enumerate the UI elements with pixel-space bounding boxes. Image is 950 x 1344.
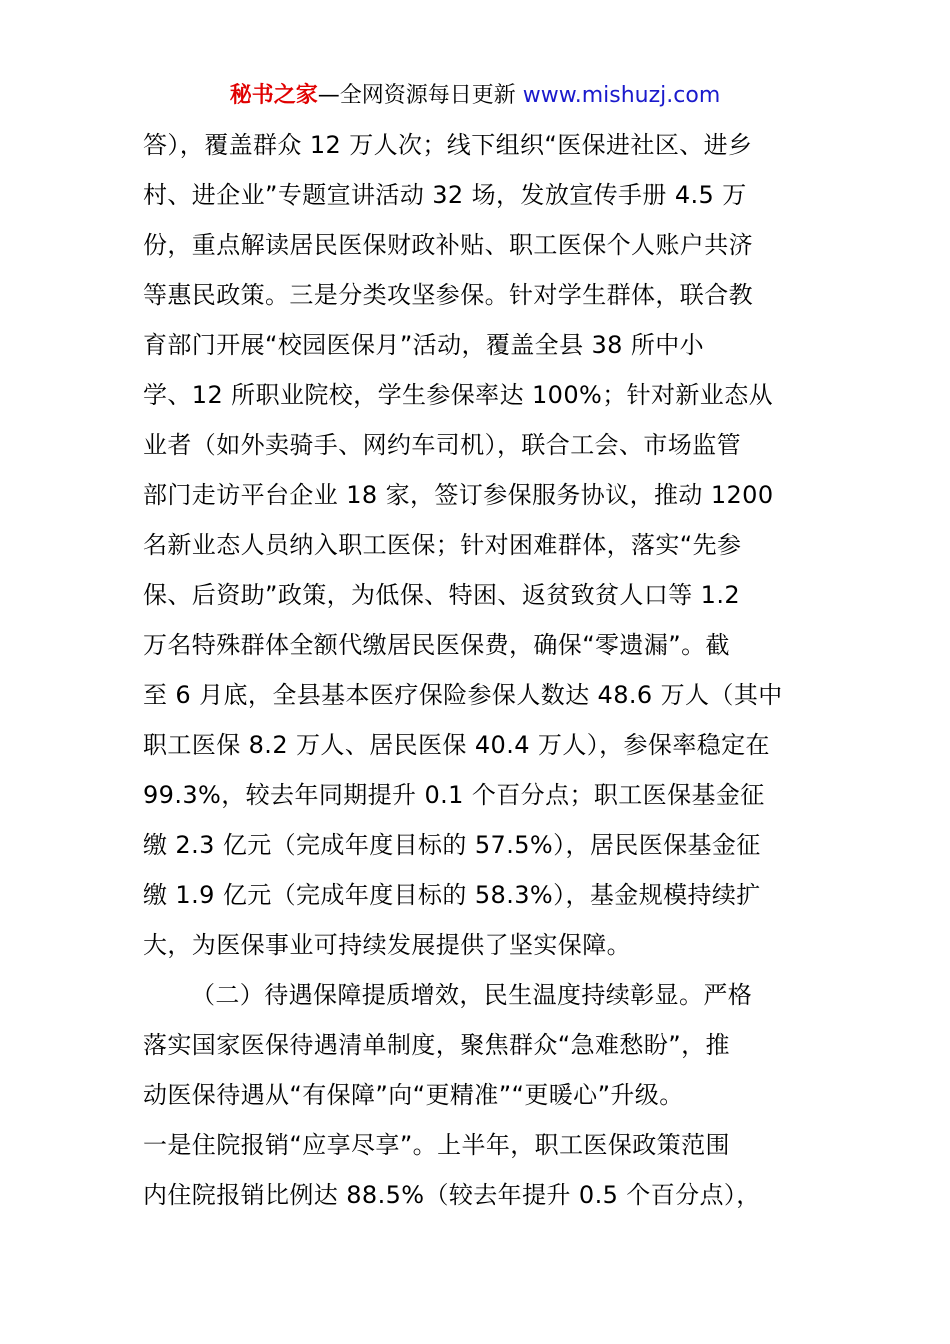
brand-name: 秘书之家: [229, 83, 318, 108]
text-line: 答），覆盖群众 12 万人次；线下组织“医保进社区、进乡: [143, 131, 753, 159]
text-line: 缴 1.9 亿元（完成年度目标的 58.3%），基金规模持续扩: [143, 881, 761, 909]
header-slogan: —全网资源每日更新: [317, 83, 516, 108]
text-line: 大，为医保事业可持续发展提供了坚实保障。: [143, 931, 631, 959]
document-body: [143, 120, 813, 1220]
paragraph-start-line: （二）待遇保障提质增效，民生温度持续彰显。严格: [191, 981, 753, 1009]
text-line: 等惠民政策。三是分类攻坚参保。针对学生群体，联合教: [143, 281, 753, 309]
text-line: 99.3%，较去年同期提升 0.1 个百分点；职工医保基金征: [143, 781, 765, 809]
text-line: 一是住院报销“应享尽享”。上半年，职工医保政策范围: [143, 1131, 730, 1159]
text-line: 村、进企业”专题宣讲活动 32 场，发放宣传手册 4.5 万: [143, 181, 747, 209]
text-line: 动医保待遇从“有保障”向“更精准”“更暖心”升级。: [143, 1081, 684, 1109]
text-line: 部门走访平台企业 18 家，签订参保服务协议，推动 1200: [143, 481, 774, 509]
site-url[interactable]: www.mishuzj.com: [522, 83, 721, 108]
text-line: 万名特殊群体全额代缴居民医保费，确保“零遗漏”。截: [143, 631, 730, 659]
text-line: 名新业态人员纳入职工医保；针对困难群体，落实“先参: [143, 531, 742, 559]
text-line: 份，重点解读居民医保财政补贴、职工医保个人账户共济: [143, 231, 753, 259]
text-line: 保、后资助”政策，为低保、特困、返贫致贫人口等 1.2: [143, 581, 741, 609]
text-line: 至 6 月底，全县基本医疗保险参保人数达 48.6 万人（其中: [143, 681, 783, 709]
text-line: 业者（如外卖骑手、网约车司机），联合工会、市场监管: [143, 431, 741, 459]
text-line: 育部门开展“校园医保月”活动，覆盖全县 38 所中小: [143, 331, 705, 359]
text-line: 职工医保 8.2 万人、居民医保 40.4 万人），参保率稳定在: [143, 731, 770, 759]
text-line: 缴 2.3 亿元（完成年度目标的 57.5%），居民医保基金征: [143, 831, 761, 859]
text-line: 内住院报销比例达 88.5%（较去年提升 0.5 个百分点），: [143, 1181, 761, 1209]
text-line: 落实国家医保待遇清单制度，聚焦群众“急难愁盼”，推: [143, 1031, 730, 1059]
text-line: 学、12 所职业院校，学生参保率达 100%；针对新业态从: [143, 381, 774, 409]
page-header: [0, 80, 950, 112]
